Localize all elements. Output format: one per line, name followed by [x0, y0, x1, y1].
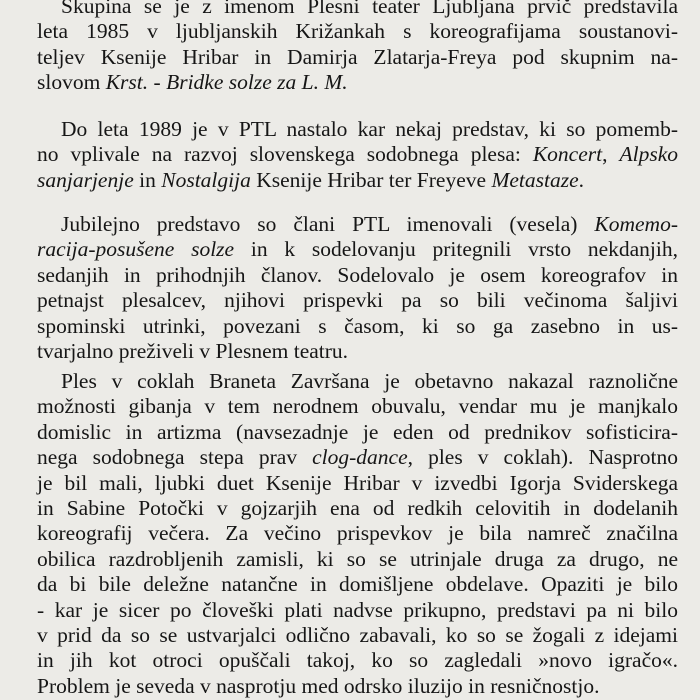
text-run: slovom	[37, 70, 106, 95]
text-line	[0, 369, 700, 394]
italic-title: sanjarjenje	[37, 167, 134, 192]
text-run: koreografij večera. Za večino prispevkov je bila namreč značilna	[37, 521, 678, 546]
text-run: in k sodelovanju pritegnili vrsto nekdanjih,	[234, 237, 678, 262]
text-line	[0, 19, 700, 44]
text-run: in	[133, 167, 162, 192]
text-run: Ksenije Hribar ter Freyeve	[250, 167, 492, 192]
text-line	[0, 168, 700, 193]
text-line	[0, 648, 700, 673]
text-run: Do leta 1989 je v PTL nastalo kar nekaj predstav, ki so pomemb-	[61, 117, 678, 141]
text-run: no vplivale na razvoj slovenskega sodobnega plesa:	[37, 142, 533, 167]
text-line	[0, 445, 700, 470]
paragraph-productions	[0, 117, 700, 193]
text-line	[0, 471, 700, 496]
text-run: je bil mali, ljubki duet Ksenije Hribar v izvedbi Igorja Sviderskega	[37, 470, 678, 495]
text-run: .	[578, 167, 584, 192]
text-run: in jih kot otroci opuščali takoj, ko so zagledali »novo igračo«.	[37, 648, 678, 673]
text-run: možnosti gibanja v tem nerodnem obuvalu, vendar mu je manjkalo	[37, 394, 678, 419]
text-run: sedanjih in prihodnjih članov. Sodelovalo je osem koreografov in	[37, 262, 678, 287]
text-line	[0, 288, 700, 313]
text-line	[0, 572, 700, 597]
text-line	[0, 598, 700, 623]
text-line	[0, 142, 700, 167]
text-line	[0, 70, 700, 95]
text-line	[0, 674, 700, 699]
text-run: tvarjalno preživeli v Plesnem teatru.	[37, 339, 349, 364]
text-line	[0, 237, 700, 262]
text-line	[0, 623, 700, 648]
text-run: ,	[602, 142, 620, 167]
text-line	[0, 339, 700, 364]
text-line	[0, 314, 700, 339]
italic-title: Komemo-	[594, 212, 678, 236]
italic-title: Alpsko	[619, 142, 678, 167]
paragraph-founding	[0, 0, 700, 96]
text-run: petnajst plesalcev, njihovi prispevki pa so bili večinoma šaljivi	[37, 288, 678, 313]
text-run: domislic in artizma (navsezadnje je eden od prednikov sofisticira-	[37, 419, 678, 444]
text-line	[0, 394, 700, 419]
text-run: -	[148, 70, 167, 95]
text-run: - kar je sicer po človeški plati nadvse prikupno, predstavi pa ni bilo	[37, 597, 678, 622]
italic-title: Bridke solze za L. M.	[166, 70, 348, 95]
text-line	[0, 117, 700, 142]
italic-title: Krst.	[105, 70, 149, 95]
text-line	[0, 547, 700, 572]
text-line	[0, 496, 700, 521]
paragraph-jubilee	[0, 212, 700, 364]
text-run: v prid da so se ustvarjalci odlično zabavali, ko so se žogali z idejami	[37, 623, 678, 648]
italic-title: clog-dance	[312, 445, 408, 470]
text-run: Skupina se je z imenom Plesni teater Ljubljana prvič predstavila	[61, 0, 678, 18]
text-run: teljev Ksenije Hribar in Damirja Zlatarja-Freya pod skupnim na-	[37, 44, 678, 69]
italic-title: Metastaze	[491, 167, 579, 192]
paragraph-review	[0, 369, 700, 699]
text-run: leta 1985 v ljubljanskih Križankah s koreografijama soustanovi-	[37, 19, 678, 44]
text-line	[0, 263, 700, 288]
text-run: Problem je seveda v nasprotju med odrsko iluzijo in resničnostjo.	[37, 673, 600, 698]
text-run: in Sabine Potočki v gojzarjih ena od redkih celovitih in dodelanih	[37, 496, 678, 521]
text-line	[0, 212, 700, 237]
text-run: Jubilejno predstavo so člani PTL imenovali (vesela)	[61, 212, 595, 236]
text-run: da bi bile deležne natančne in domišljene obdelave. Opaziti je bilo	[37, 572, 678, 597]
text-run: spominski utrinki, povezani s časom, ki so ga zasebno in us-	[37, 313, 678, 338]
text-run: nega sodobnega stepa prav	[37, 445, 313, 470]
italic-title: Nostalgija	[161, 167, 251, 192]
italic-title: racija-posušene solze	[37, 237, 235, 262]
text-line	[0, 420, 700, 445]
italic-title: Koncert	[532, 142, 603, 167]
text-line	[0, 0, 700, 19]
text-line	[0, 521, 700, 546]
text-line	[0, 45, 700, 70]
text-run: obilica razdrobljenih zamisli, ki so se utrinjale druga za drugo, ne	[37, 546, 678, 571]
text-run: Ples v coklah Braneta Završana je obetavno nakazal raznolične	[61, 369, 678, 393]
text-run: , ples v coklah). Nasprotno	[407, 445, 679, 470]
